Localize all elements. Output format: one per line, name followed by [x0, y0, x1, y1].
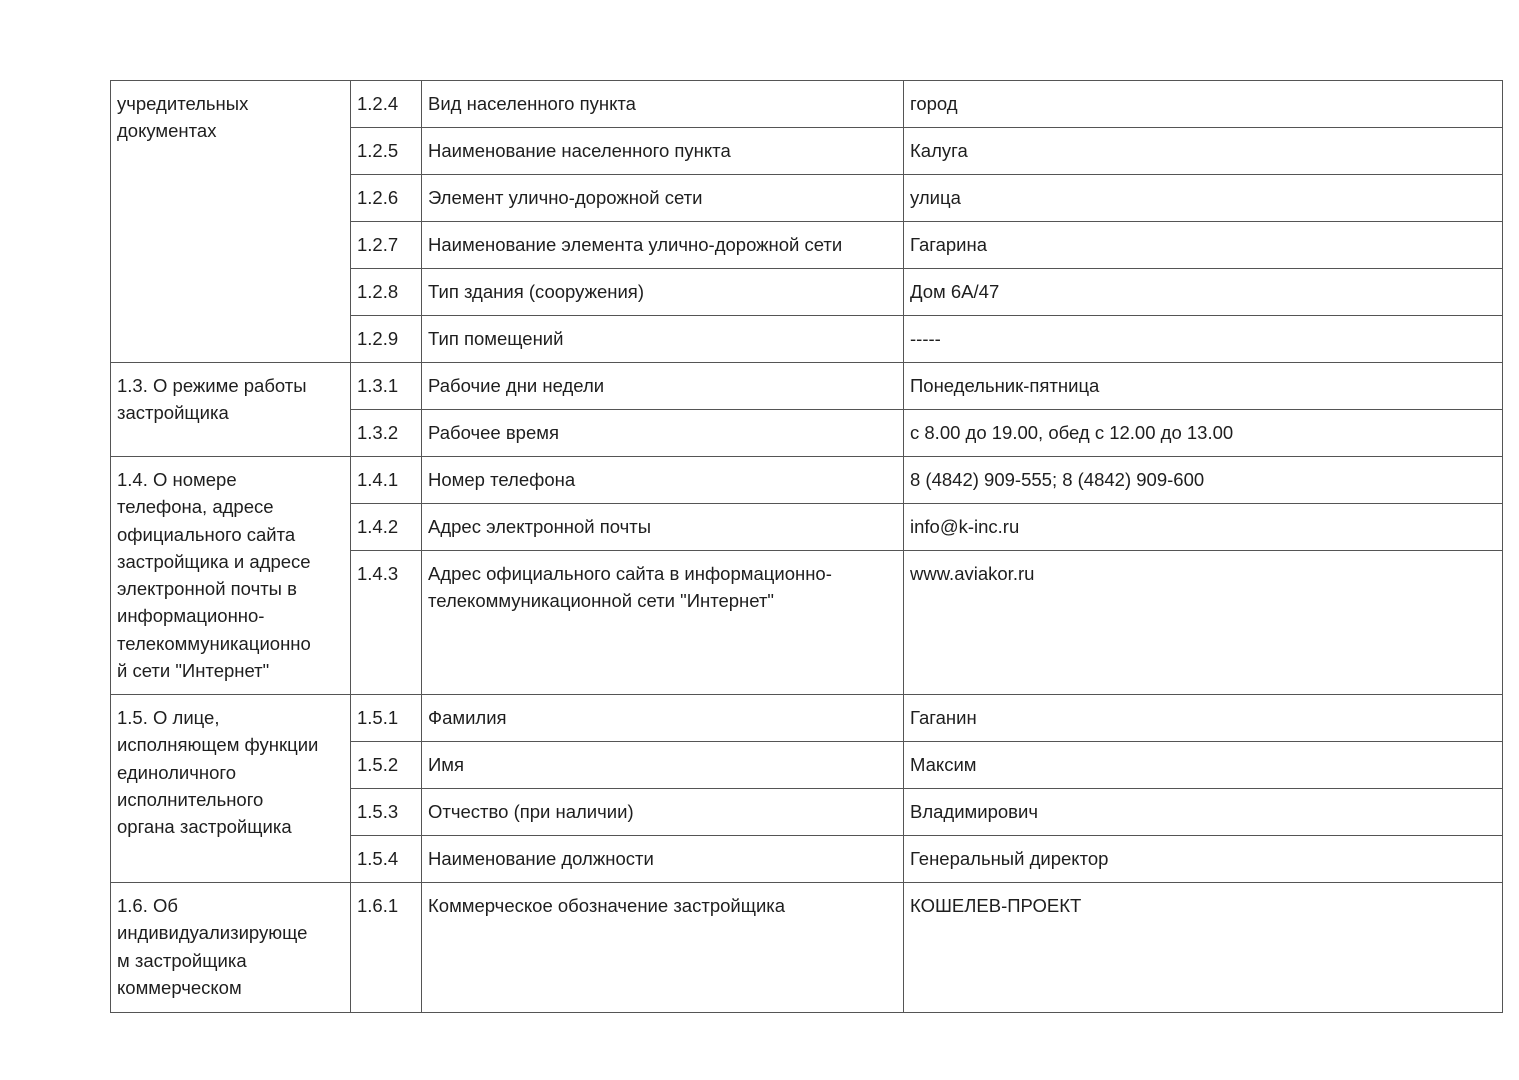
item-number: 1.3.2: [351, 410, 422, 457]
field-name: Фамилия: [422, 695, 904, 742]
table-row: [111, 457, 1503, 504]
field-name: Имя: [422, 742, 904, 789]
field-value: Дом 6А/47: [904, 269, 1503, 316]
table-row: [111, 695, 1503, 742]
item-number: 1.5.4: [351, 836, 422, 883]
field-value: улица: [904, 175, 1503, 222]
developer-info-table: [110, 80, 1503, 1013]
field-name: Элемент улично-дорожной сети: [422, 175, 904, 222]
field-name: Адрес электронной почты: [422, 504, 904, 551]
field-value: Генеральный директор: [904, 836, 1503, 883]
section-label: учредительных документах: [111, 81, 351, 363]
field-name: Отчество (при наличии): [422, 789, 904, 836]
field-name: Наименование элемента улично-дорожной сети: [422, 222, 904, 269]
field-value: info@k-inc.ru: [904, 504, 1503, 551]
field-value: Гаганин: [904, 695, 1503, 742]
field-name: Наименование населенного пункта: [422, 128, 904, 175]
table-row: [111, 883, 1503, 1013]
field-value: Гагарина: [904, 222, 1503, 269]
field-name: Тип здания (сооружения): [422, 269, 904, 316]
field-value: с 8.00 до 19.00, обед с 12.00 до 13.00: [904, 410, 1503, 457]
item-number: 1.2.6: [351, 175, 422, 222]
field-name: Номер телефона: [422, 457, 904, 504]
section-label: 1.3. О режиме работы застройщика: [111, 363, 351, 457]
section-label: 1.6. Об индивидуализирующе м застройщика коммерческом: [111, 883, 351, 1013]
item-number: 1.2.4: [351, 81, 422, 128]
field-name: Адрес официального сайта в информационно- телекоммуникационной сети "Интернет": [422, 551, 904, 695]
section-label: 1.5. О лице, исполняющем функции единоличного исполнительного органа застройщика: [111, 695, 351, 883]
field-name: Рабочее время: [422, 410, 904, 457]
table-row: [111, 81, 1503, 128]
item-number: 1.4.2: [351, 504, 422, 551]
field-name: Вид населенного пункта: [422, 81, 904, 128]
item-number: 1.6.1: [351, 883, 422, 1013]
field-name: Рабочие дни недели: [422, 363, 904, 410]
table-row: [111, 363, 1503, 410]
item-number: 1.4.3: [351, 551, 422, 695]
field-value: Понедельник-пятница: [904, 363, 1503, 410]
field-value: город: [904, 81, 1503, 128]
field-name: Наименование должности: [422, 836, 904, 883]
item-number: 1.2.5: [351, 128, 422, 175]
field-value: Калуга: [904, 128, 1503, 175]
item-number: 1.5.2: [351, 742, 422, 789]
field-value: 8 (4842) 909-555; 8 (4842) 909-600: [904, 457, 1503, 504]
field-name: Тип помещений: [422, 316, 904, 363]
item-number: 1.5.1: [351, 695, 422, 742]
field-value: -----: [904, 316, 1503, 363]
field-value: Владимирович: [904, 789, 1503, 836]
item-number: 1.5.3: [351, 789, 422, 836]
section-label: 1.4. О номере телефона, адресе официального сайта застройщика и адресе электронной почты в информационно- телекоммуникационно й сети "Интернет": [111, 457, 351, 695]
item-number: 1.4.1: [351, 457, 422, 504]
item-number: 1.2.8: [351, 269, 422, 316]
field-value: КОШЕЛЕВ-ПРОЕКТ: [904, 883, 1503, 1013]
item-number: 1.2.9: [351, 316, 422, 363]
field-name: Коммерческое обозначение застройщика: [422, 883, 904, 1013]
item-number: 1.3.1: [351, 363, 422, 410]
field-value: www.aviakor.ru: [904, 551, 1503, 695]
item-number: 1.2.7: [351, 222, 422, 269]
field-value: Максим: [904, 742, 1503, 789]
